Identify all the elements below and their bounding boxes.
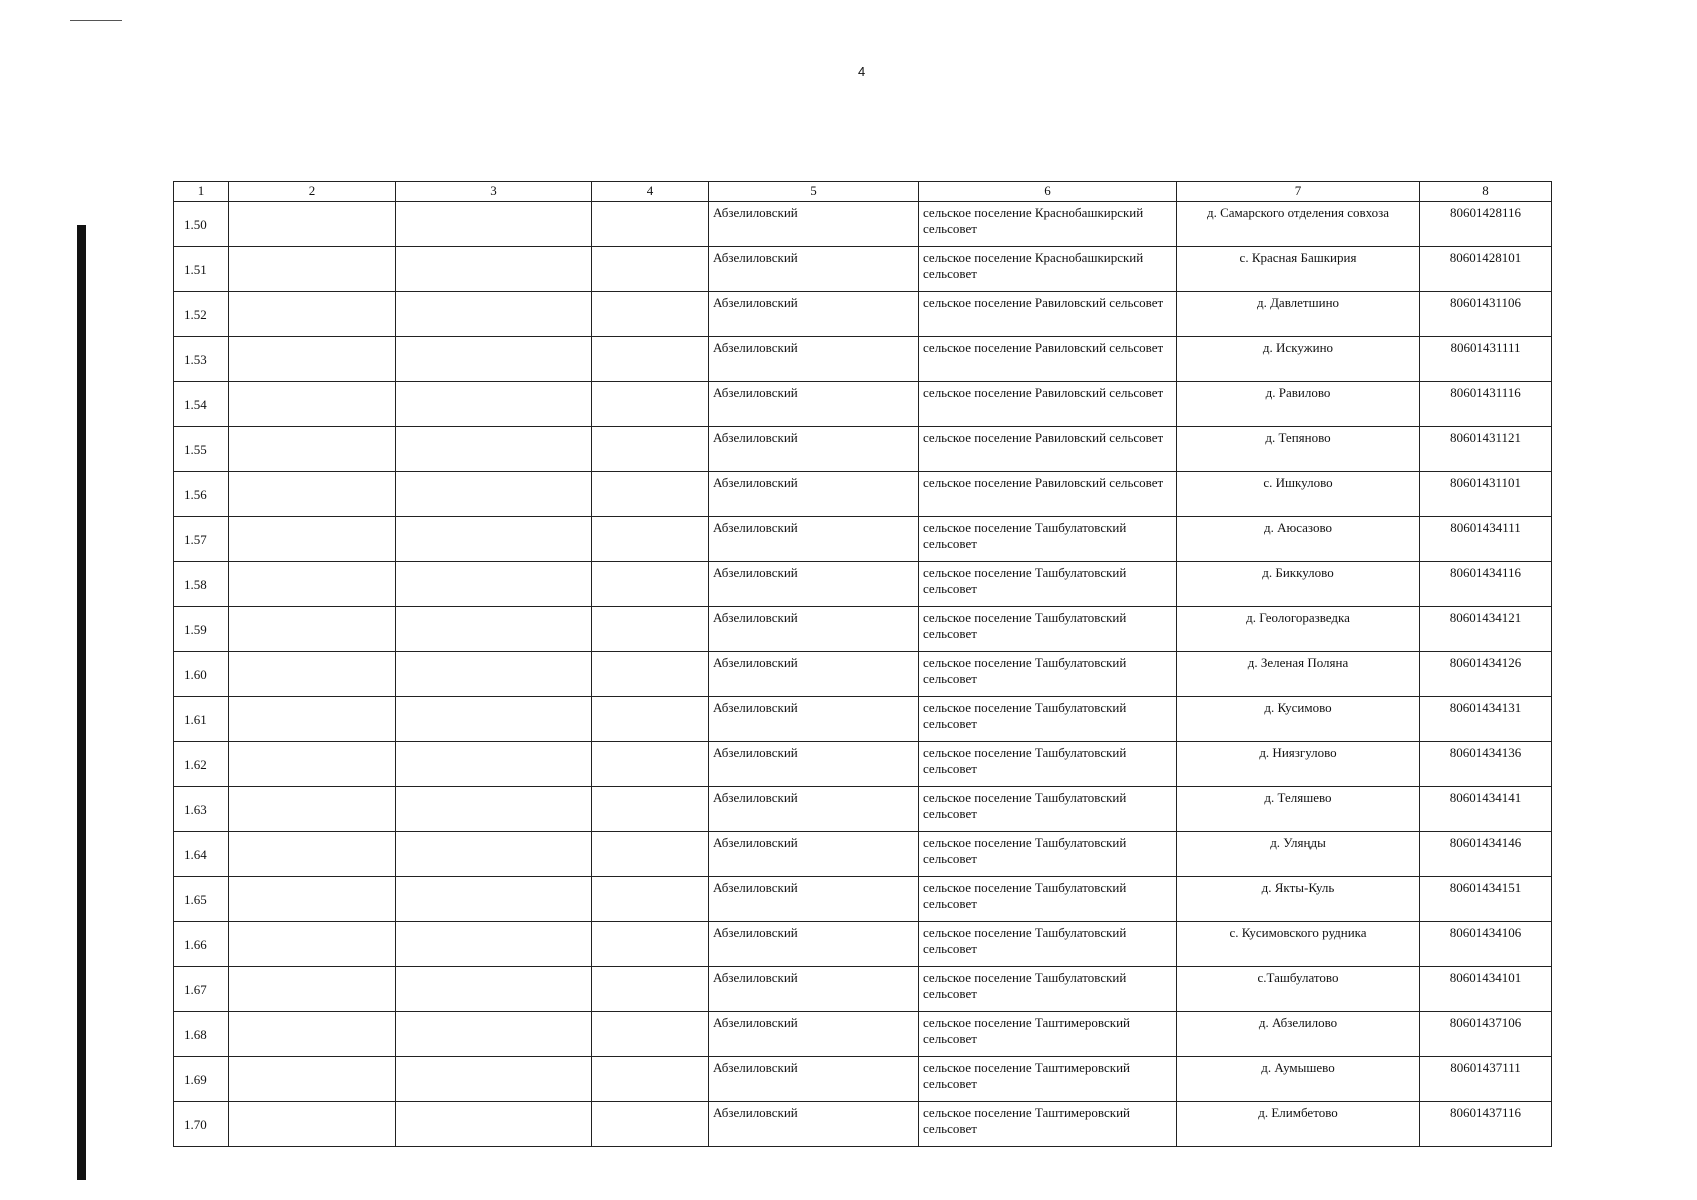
- settlement-cell: д. Самарского отделения совхоза: [1177, 202, 1420, 247]
- oktmo-code-cell: 80601437111: [1420, 1057, 1552, 1102]
- municipality-cell: сельское поселение Ташбулатовский сельсовет: [919, 742, 1177, 787]
- oktmo-code-cell: 80601434111: [1420, 517, 1552, 562]
- row-number: 1.65: [174, 877, 229, 922]
- settlement-cell: с.Ташбулатово: [1177, 967, 1420, 1012]
- district-cell: Абзелиловский: [709, 742, 919, 787]
- cell-col-4: [592, 202, 709, 247]
- table-row: [174, 562, 1552, 607]
- table-row: [174, 382, 1552, 427]
- row-number: 1.69: [174, 1057, 229, 1102]
- settlement-cell: с. Красная Башкирия: [1177, 247, 1420, 292]
- district-cell: Абзелиловский: [709, 337, 919, 382]
- cell-col-2: [229, 382, 396, 427]
- oktmo-code-cell: 80601434131: [1420, 697, 1552, 742]
- oktmo-code-cell: 80601434101: [1420, 967, 1552, 1012]
- oktmo-code-cell: 80601434126: [1420, 652, 1552, 697]
- municipality-cell: сельское поселение Равиловский сельсовет: [919, 337, 1177, 382]
- oktmo-code-cell: 80601431111: [1420, 337, 1552, 382]
- cell-col-2: [229, 652, 396, 697]
- municipality-cell: сельское поселение Таштимеровский сельсовет: [919, 1057, 1177, 1102]
- oktmo-code-cell: 80601434136: [1420, 742, 1552, 787]
- settlement-cell: д. Давлетшино: [1177, 292, 1420, 337]
- municipality-cell: сельское поселение Ташбулатовский сельсовет: [919, 922, 1177, 967]
- cell-col-4: [592, 697, 709, 742]
- column-header: 2: [229, 182, 396, 202]
- cell-col-2: [229, 1057, 396, 1102]
- row-number: 1.70: [174, 1102, 229, 1147]
- cell-col-2: [229, 427, 396, 472]
- settlement-cell: д. Тепяново: [1177, 427, 1420, 472]
- municipality-cell: сельское поселение Равиловский сельсовет: [919, 292, 1177, 337]
- table-row: [174, 1057, 1552, 1102]
- district-cell: Абзелиловский: [709, 607, 919, 652]
- district-cell: Абзелиловский: [709, 292, 919, 337]
- cell-col-4: [592, 247, 709, 292]
- column-header: 7: [1177, 182, 1420, 202]
- cell-col-3: [396, 1012, 592, 1057]
- cell-col-4: [592, 877, 709, 922]
- cell-col-2: [229, 607, 396, 652]
- row-number: 1.59: [174, 607, 229, 652]
- district-cell: Абзелиловский: [709, 382, 919, 427]
- settlement-cell: с. Кусимовского рудника: [1177, 922, 1420, 967]
- row-number: 1.54: [174, 382, 229, 427]
- oktmo-code-cell: 80601428101: [1420, 247, 1552, 292]
- table-row: [174, 427, 1552, 472]
- settlement-cell: д. Геологоразведка: [1177, 607, 1420, 652]
- cell-col-3: [396, 652, 592, 697]
- district-cell: Абзелиловский: [709, 472, 919, 517]
- cell-col-4: [592, 562, 709, 607]
- cell-col-2: [229, 697, 396, 742]
- oktmo-code-cell: 80601434116: [1420, 562, 1552, 607]
- cell-col-4: [592, 922, 709, 967]
- row-number: 1.55: [174, 427, 229, 472]
- table-row: [174, 697, 1552, 742]
- district-cell: Абзелиловский: [709, 877, 919, 922]
- row-number: 1.58: [174, 562, 229, 607]
- row-number: 1.63: [174, 787, 229, 832]
- municipality-cell: сельское поселение Ташбулатовский сельсовет: [919, 877, 1177, 922]
- cell-col-2: [229, 922, 396, 967]
- cell-col-3: [396, 607, 592, 652]
- row-number: 1.53: [174, 337, 229, 382]
- municipality-cell: сельское поселение Ташбулатовский сельсовет: [919, 967, 1177, 1012]
- district-cell: Абзелиловский: [709, 1102, 919, 1147]
- column-header: 4: [592, 182, 709, 202]
- district-cell: Абзелиловский: [709, 652, 919, 697]
- row-number: 1.68: [174, 1012, 229, 1057]
- cell-col-3: [396, 742, 592, 787]
- scan-artifact-bar: [77, 225, 86, 1180]
- row-number: 1.67: [174, 967, 229, 1012]
- table-row: [174, 1102, 1552, 1147]
- cell-col-4: [592, 427, 709, 472]
- row-number: 1.60: [174, 652, 229, 697]
- table-row: [174, 202, 1552, 247]
- district-cell: Абзелиловский: [709, 1012, 919, 1057]
- cell-col-2: [229, 1012, 396, 1057]
- cell-col-4: [592, 382, 709, 427]
- municipality-cell: сельское поселение Краснобашкирский сельсовет: [919, 202, 1177, 247]
- cell-col-3: [396, 247, 592, 292]
- table-row: [174, 652, 1552, 697]
- cell-col-3: [396, 1057, 592, 1102]
- district-cell: Абзелиловский: [709, 787, 919, 832]
- table-row: [174, 292, 1552, 337]
- cell-col-3: [396, 472, 592, 517]
- table-row: [174, 832, 1552, 877]
- settlements-table: [173, 181, 1552, 1147]
- cell-col-4: [592, 967, 709, 1012]
- cell-col-3: [396, 697, 592, 742]
- table-row: [174, 1012, 1552, 1057]
- municipality-cell: сельское поселение Ташбулатовский сельсовет: [919, 787, 1177, 832]
- row-number: 1.62: [174, 742, 229, 787]
- row-number: 1.51: [174, 247, 229, 292]
- cell-col-3: [396, 562, 592, 607]
- oktmo-code-cell: 80601434151: [1420, 877, 1552, 922]
- district-cell: Абзелиловский: [709, 202, 919, 247]
- cell-col-3: [396, 922, 592, 967]
- cell-col-4: [592, 292, 709, 337]
- district-cell: Абзелиловский: [709, 697, 919, 742]
- cell-col-4: [592, 1057, 709, 1102]
- municipality-cell: сельское поселение Таштимеровский сельсовет: [919, 1102, 1177, 1147]
- table-body: [174, 202, 1552, 1147]
- cell-col-2: [229, 247, 396, 292]
- column-header: 8: [1420, 182, 1552, 202]
- oktmo-code-cell: 80601431101: [1420, 472, 1552, 517]
- municipality-cell: сельское поселение Ташбулатовский сельсовет: [919, 607, 1177, 652]
- settlement-cell: д. Аюсазово: [1177, 517, 1420, 562]
- cell-col-3: [396, 337, 592, 382]
- cell-col-4: [592, 742, 709, 787]
- row-number: 1.56: [174, 472, 229, 517]
- table-row: [174, 787, 1552, 832]
- table-row: [174, 472, 1552, 517]
- municipality-cell: сельское поселение Ташбулатовский сельсовет: [919, 697, 1177, 742]
- row-number: 1.50: [174, 202, 229, 247]
- oktmo-code-cell: 80601437106: [1420, 1012, 1552, 1057]
- table-row: [174, 247, 1552, 292]
- row-number: 1.52: [174, 292, 229, 337]
- cell-col-3: [396, 832, 592, 877]
- district-cell: Абзелиловский: [709, 922, 919, 967]
- settlement-cell: д. Искужино: [1177, 337, 1420, 382]
- municipality-cell: сельское поселение Равиловский сельсовет: [919, 472, 1177, 517]
- district-cell: Абзелиловский: [709, 247, 919, 292]
- cell-col-2: [229, 562, 396, 607]
- municipality-cell: сельское поселение Ташбулатовский сельсовет: [919, 652, 1177, 697]
- oktmo-code-cell: 80601431116: [1420, 382, 1552, 427]
- settlements-table-container: [173, 181, 1551, 1147]
- cell-col-4: [592, 1102, 709, 1147]
- table-row: [174, 607, 1552, 652]
- table-row: [174, 337, 1552, 382]
- cell-col-2: [229, 787, 396, 832]
- oktmo-code-cell: 80601434121: [1420, 607, 1552, 652]
- column-header: 5: [709, 182, 919, 202]
- cell-col-2: [229, 1102, 396, 1147]
- cell-col-3: [396, 1102, 592, 1147]
- district-cell: Абзелиловский: [709, 427, 919, 472]
- row-number: 1.64: [174, 832, 229, 877]
- cell-col-3: [396, 877, 592, 922]
- settlement-cell: д. Якты-Куль: [1177, 877, 1420, 922]
- cell-col-4: [592, 517, 709, 562]
- municipality-cell: сельское поселение Равиловский сельсовет: [919, 382, 1177, 427]
- row-number: 1.66: [174, 922, 229, 967]
- district-cell: Абзелиловский: [709, 832, 919, 877]
- cell-col-4: [592, 832, 709, 877]
- district-cell: Абзелиловский: [709, 1057, 919, 1102]
- oktmo-code-cell: 80601437116: [1420, 1102, 1552, 1147]
- header-row: [174, 182, 1552, 202]
- cell-col-2: [229, 337, 396, 382]
- settlement-cell: с. Ишкулово: [1177, 472, 1420, 517]
- cell-col-3: [396, 202, 592, 247]
- column-header: 6: [919, 182, 1177, 202]
- row-number: 1.57: [174, 517, 229, 562]
- oktmo-code-cell: 80601434106: [1420, 922, 1552, 967]
- cell-col-3: [396, 292, 592, 337]
- settlement-cell: д. Аумышево: [1177, 1057, 1420, 1102]
- cell-col-3: [396, 427, 592, 472]
- cell-col-2: [229, 742, 396, 787]
- municipality-cell: сельское поселение Ташбулатовский сельсовет: [919, 562, 1177, 607]
- cell-col-4: [592, 472, 709, 517]
- oktmo-code-cell: 80601428116: [1420, 202, 1552, 247]
- cell-col-4: [592, 607, 709, 652]
- cell-col-4: [592, 787, 709, 832]
- table-row: [174, 742, 1552, 787]
- cell-col-2: [229, 967, 396, 1012]
- cell-col-4: [592, 652, 709, 697]
- oktmo-code-cell: 80601431121: [1420, 427, 1552, 472]
- settlement-cell: д. Кусимово: [1177, 697, 1420, 742]
- settlement-cell: д. Уляңды: [1177, 832, 1420, 877]
- settlement-cell: д. Ниязгулово: [1177, 742, 1420, 787]
- cell-col-2: [229, 472, 396, 517]
- cell-col-3: [396, 382, 592, 427]
- settlement-cell: д. Равилово: [1177, 382, 1420, 427]
- settlement-cell: д. Елимбетово: [1177, 1102, 1420, 1147]
- district-cell: Абзелиловский: [709, 967, 919, 1012]
- municipality-cell: сельское поселение Таштимеровский сельсовет: [919, 1012, 1177, 1057]
- table-row: [174, 517, 1552, 562]
- district-cell: Абзелиловский: [709, 517, 919, 562]
- cell-col-3: [396, 967, 592, 1012]
- settlement-cell: д. Абзелилово: [1177, 1012, 1420, 1057]
- municipality-cell: сельское поселение Равиловский сельсовет: [919, 427, 1177, 472]
- cell-col-4: [592, 1012, 709, 1057]
- page-number: 4: [858, 64, 866, 79]
- settlement-cell: д. Теляшево: [1177, 787, 1420, 832]
- table-row: [174, 967, 1552, 1012]
- cell-col-2: [229, 517, 396, 562]
- oktmo-code-cell: 80601434146: [1420, 832, 1552, 877]
- column-header: 1: [174, 182, 229, 202]
- row-number: 1.61: [174, 697, 229, 742]
- cell-col-2: [229, 292, 396, 337]
- settlement-cell: д. Зеленая Поляна: [1177, 652, 1420, 697]
- cell-col-3: [396, 787, 592, 832]
- municipality-cell: сельское поселение Ташбулатовский сельсовет: [919, 832, 1177, 877]
- cell-col-2: [229, 202, 396, 247]
- table-row: [174, 877, 1552, 922]
- oktmo-code-cell: 80601434141: [1420, 787, 1552, 832]
- scan-artifact-mark: [70, 20, 122, 21]
- municipality-cell: сельское поселение Ташбулатовский сельсовет: [919, 517, 1177, 562]
- cell-col-4: [592, 337, 709, 382]
- municipality-cell: сельское поселение Краснобашкирский сельсовет: [919, 247, 1177, 292]
- cell-col-2: [229, 832, 396, 877]
- settlement-cell: д. Биккулово: [1177, 562, 1420, 607]
- table-row: [174, 922, 1552, 967]
- column-header: 3: [396, 182, 592, 202]
- cell-col-2: [229, 877, 396, 922]
- district-cell: Абзелиловский: [709, 562, 919, 607]
- cell-col-3: [396, 517, 592, 562]
- oktmo-code-cell: 80601431106: [1420, 292, 1552, 337]
